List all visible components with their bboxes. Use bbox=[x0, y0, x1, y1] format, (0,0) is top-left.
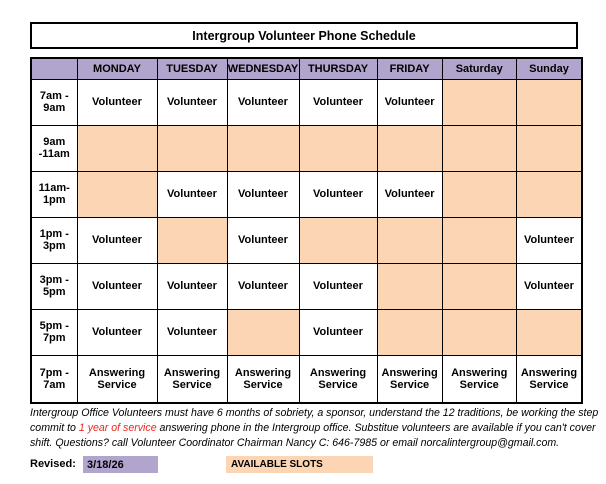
day-header-wednesday: WEDNESDAY bbox=[227, 58, 299, 79]
schedule-row bbox=[31, 217, 582, 263]
schedule-header bbox=[31, 58, 582, 79]
schedule-header-row bbox=[31, 58, 582, 79]
day-header-friday: FRIDAY bbox=[377, 58, 442, 79]
schedule-cell: Volunteer bbox=[299, 309, 377, 355]
day-header-saturday: Saturday bbox=[442, 58, 516, 79]
available-slot-cell bbox=[227, 125, 299, 171]
schedule-row bbox=[31, 263, 582, 309]
schedule-body bbox=[31, 79, 582, 403]
schedule-cell: Volunteer bbox=[77, 217, 157, 263]
available-slot-cell bbox=[442, 171, 516, 217]
available-slot-cell bbox=[377, 125, 442, 171]
schedule-row bbox=[31, 355, 582, 403]
available-slot-cell bbox=[227, 309, 299, 355]
revised-date: 3/18/26 bbox=[87, 458, 124, 471]
time-slot-label: 7pm - 7am bbox=[31, 355, 77, 403]
time-slot-label: 9am -11am bbox=[31, 125, 77, 171]
schedule-row bbox=[31, 171, 582, 217]
available-slot-cell bbox=[442, 125, 516, 171]
schedule-cell: Volunteer bbox=[377, 79, 442, 125]
schedule-cell: Answering Service bbox=[157, 355, 227, 403]
available-slot-cell bbox=[299, 125, 377, 171]
available-slot-cell bbox=[299, 217, 377, 263]
schedule-cell: Volunteer bbox=[77, 309, 157, 355]
day-header-thursday: THURSDAY bbox=[299, 58, 377, 79]
available-slot-cell bbox=[516, 309, 582, 355]
note-line-2-prefix: commit to bbox=[30, 422, 79, 434]
available-slot-cell bbox=[377, 217, 442, 263]
time-slot-label: 7am - 9am bbox=[31, 79, 77, 125]
time-slot-label: 5pm - 7pm bbox=[31, 309, 77, 355]
day-header-monday: MONDAY bbox=[77, 58, 157, 79]
available-slot-cell bbox=[77, 125, 157, 171]
time-slot-label: 3pm - 5pm bbox=[31, 263, 77, 309]
available-slot-cell bbox=[442, 263, 516, 309]
service-commitment-highlight: 1 year of service bbox=[78, 422, 160, 434]
schedule-cell: Volunteer bbox=[227, 171, 299, 217]
revised-date-box bbox=[83, 456, 158, 473]
available-slot-cell bbox=[442, 79, 516, 125]
revised-label: Revised: bbox=[30, 458, 76, 470]
schedule-cell: Volunteer bbox=[299, 79, 377, 125]
available-slot-cell bbox=[516, 79, 582, 125]
schedule-cell: Volunteer bbox=[227, 217, 299, 263]
schedule-cell: Volunteer bbox=[77, 263, 157, 309]
available-slots-label: AVAILABLE SLOTS bbox=[231, 459, 323, 470]
time-slot-label: 1pm - 3pm bbox=[31, 217, 77, 263]
schedule-cell: Volunteer bbox=[299, 263, 377, 309]
available-slot-cell bbox=[77, 171, 157, 217]
available-slot-cell bbox=[516, 125, 582, 171]
schedule-cell: Volunteer bbox=[157, 79, 227, 125]
day-header-sunday: Sunday bbox=[516, 58, 582, 79]
schedule-cell: Volunteer bbox=[516, 217, 582, 263]
note-line-3: shift. Questions? call Volunteer Coordinator Chairman Nancy C: 646-7985 or email norcalintergroup@gmail.com. bbox=[30, 437, 560, 449]
available-slot-cell bbox=[516, 171, 582, 217]
schedule-cell: Volunteer bbox=[157, 171, 227, 217]
available-slot-cell bbox=[377, 263, 442, 309]
schedule-cell: Answering Service bbox=[442, 355, 516, 403]
available-slot-cell bbox=[157, 125, 227, 171]
schedule-cell: Volunteer bbox=[377, 171, 442, 217]
schedule-cell: Volunteer bbox=[227, 79, 299, 125]
available-slot-cell bbox=[157, 217, 227, 263]
footer-note bbox=[30, 406, 606, 451]
schedule-cell: Answering Service bbox=[377, 355, 442, 403]
note-line-1: Intergroup Office Volunteers must have 6 months of sobriety, a sponsor, understand the 12 traditions, be working the step bbox=[30, 407, 599, 419]
day-header-tuesday: TUESDAY bbox=[157, 58, 227, 79]
note-line-2-suffix: answering phone in the Intergroup office. Substitue volunteers are available if you can't cover bbox=[159, 422, 596, 434]
page-title: Intergroup Volunteer Phone Schedule bbox=[30, 22, 578, 49]
schedule-row bbox=[31, 79, 582, 125]
schedule-cell: Answering Service bbox=[77, 355, 157, 403]
schedule-cell: Volunteer bbox=[77, 79, 157, 125]
schedule-cell: Answering Service bbox=[227, 355, 299, 403]
schedule-cell: Answering Service bbox=[516, 355, 582, 403]
schedule-cell: Volunteer bbox=[227, 263, 299, 309]
available-slot-cell bbox=[442, 217, 516, 263]
schedule-cell: Volunteer bbox=[516, 263, 582, 309]
schedule-row bbox=[31, 309, 582, 355]
note-line-2 bbox=[30, 421, 606, 436]
available-slots-legend bbox=[226, 456, 373, 473]
corner-header-cell bbox=[31, 58, 77, 79]
schedule-cell: Volunteer bbox=[299, 171, 377, 217]
schedule-row bbox=[31, 125, 582, 171]
available-slot-cell bbox=[442, 309, 516, 355]
schedule-cell: Answering Service bbox=[299, 355, 377, 403]
schedule-cell: Volunteer bbox=[157, 309, 227, 355]
schedule-cell: Volunteer bbox=[157, 263, 227, 309]
time-slot-label: 11am-1pm bbox=[31, 171, 77, 217]
available-slot-cell bbox=[377, 309, 442, 355]
schedule-table bbox=[30, 57, 583, 404]
